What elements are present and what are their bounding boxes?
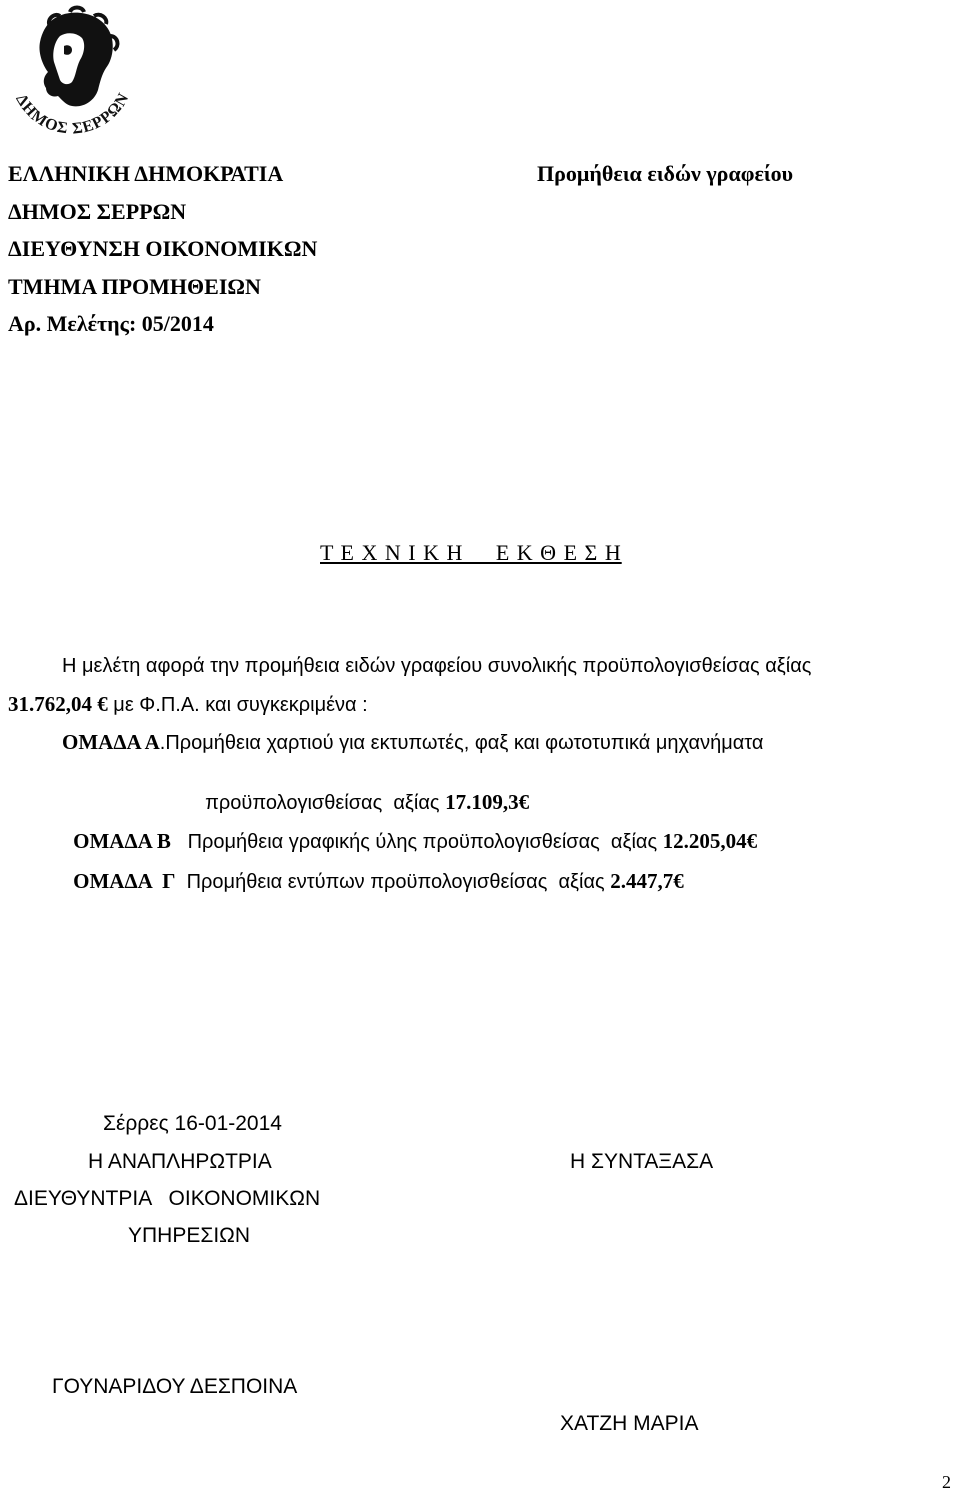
right-role: Η ΣΥΝΤΑΞΑΣΑ bbox=[570, 1150, 714, 1173]
subject: Προμήθεια ειδών γραφείου bbox=[537, 161, 794, 186]
group-label: ΟΜΑΔΑ Γ bbox=[73, 869, 176, 893]
group-amount: 12.205,04€ bbox=[662, 829, 758, 853]
group-amount: 17.109,3€ bbox=[445, 790, 530, 814]
header-line: ΔΗΜΟΣ ΣΕΡΡΩΝ bbox=[8, 198, 187, 224]
group-amount: 2.447,7€ bbox=[610, 869, 684, 893]
group-c bbox=[62, 846, 684, 894]
header-block bbox=[8, 155, 317, 343]
page-number: 2 bbox=[942, 1472, 951, 1492]
signature-date: Σέρρες 16-01-2014 bbox=[103, 1112, 282, 1135]
header-line: ΕΛΛΗΝΙΚΗ ΔΗΜΟΚΡΑΤΙΑ bbox=[8, 161, 284, 186]
intro-line-2 bbox=[8, 692, 368, 717]
svg-text:ΔΗΜΟΣ ΣΕΡΡΩΝ: ΔΗΜΟΣ ΣΕΡΡΩΝ bbox=[12, 89, 133, 138]
left-role-line-1: Η ΑΝΑΠΛΗΡΩΤΡΙΑ bbox=[88, 1150, 272, 1173]
total-amount: 31.762,04 € bbox=[8, 692, 108, 716]
group-desc: Προμήθεια εντύπων προϋπολογισθείσας αξίας bbox=[186, 871, 611, 893]
header-line: ΤΜΗΜΑ ΠΡΟΜΗΘΕΙΩΝ bbox=[8, 273, 261, 299]
group-desc: Προμήθεια γραφικής ύλης προϋπολογισθείσας αξίας bbox=[187, 831, 663, 853]
left-signatory-name: ΓΟΥΝΑΡΙΔΟΥ ΔΕΣΠΟΙΝΑ bbox=[52, 1375, 298, 1398]
group-a bbox=[62, 730, 763, 755]
study-number: Αρ. Μελέτης: 05/2014 bbox=[8, 311, 214, 336]
municipality-seal-icon bbox=[2, 2, 142, 142]
left-role-line-3: ΥΠΗΡΕΣΙΩΝ bbox=[128, 1224, 251, 1247]
group-desc-cont: προϋπολογισθείσας αξίας bbox=[205, 792, 446, 814]
header-line: ΔΙΕΥΘΥΝΣΗ ΟΙΚΟΝΟΜΙΚΩΝ bbox=[8, 236, 318, 261]
group-desc: .Προμήθεια χαρτιού για εκτυπωτές, φαξ και φωτοτυπικά μηχανήματα bbox=[159, 732, 764, 754]
group-label: ΟΜΑΔΑ Α bbox=[62, 730, 160, 754]
intro-line-2-text: με Φ.Π.Α. και συγκεκριμένα : bbox=[107, 694, 368, 716]
intro-line-1: Η μελέτη αφορά την προμήθεια ειδών γραφείου συνολικής προϋπολογισθείσας αξίας bbox=[62, 655, 812, 677]
group-label: ΟΜΑΔΑ Β bbox=[73, 829, 171, 853]
document-title: Τ Ε Χ Ν Ι Κ Η Ε Κ Θ Ε Σ Η bbox=[320, 540, 622, 565]
left-role-line-2: ΔΙΕΥΘΥΝΤΡΙΑ ΟΙΚΟΝΟΜΙΚΩΝ bbox=[14, 1187, 321, 1210]
right-signatory-name: ΧΑΤΖΗ ΜΑΡΙΑ bbox=[560, 1412, 699, 1435]
